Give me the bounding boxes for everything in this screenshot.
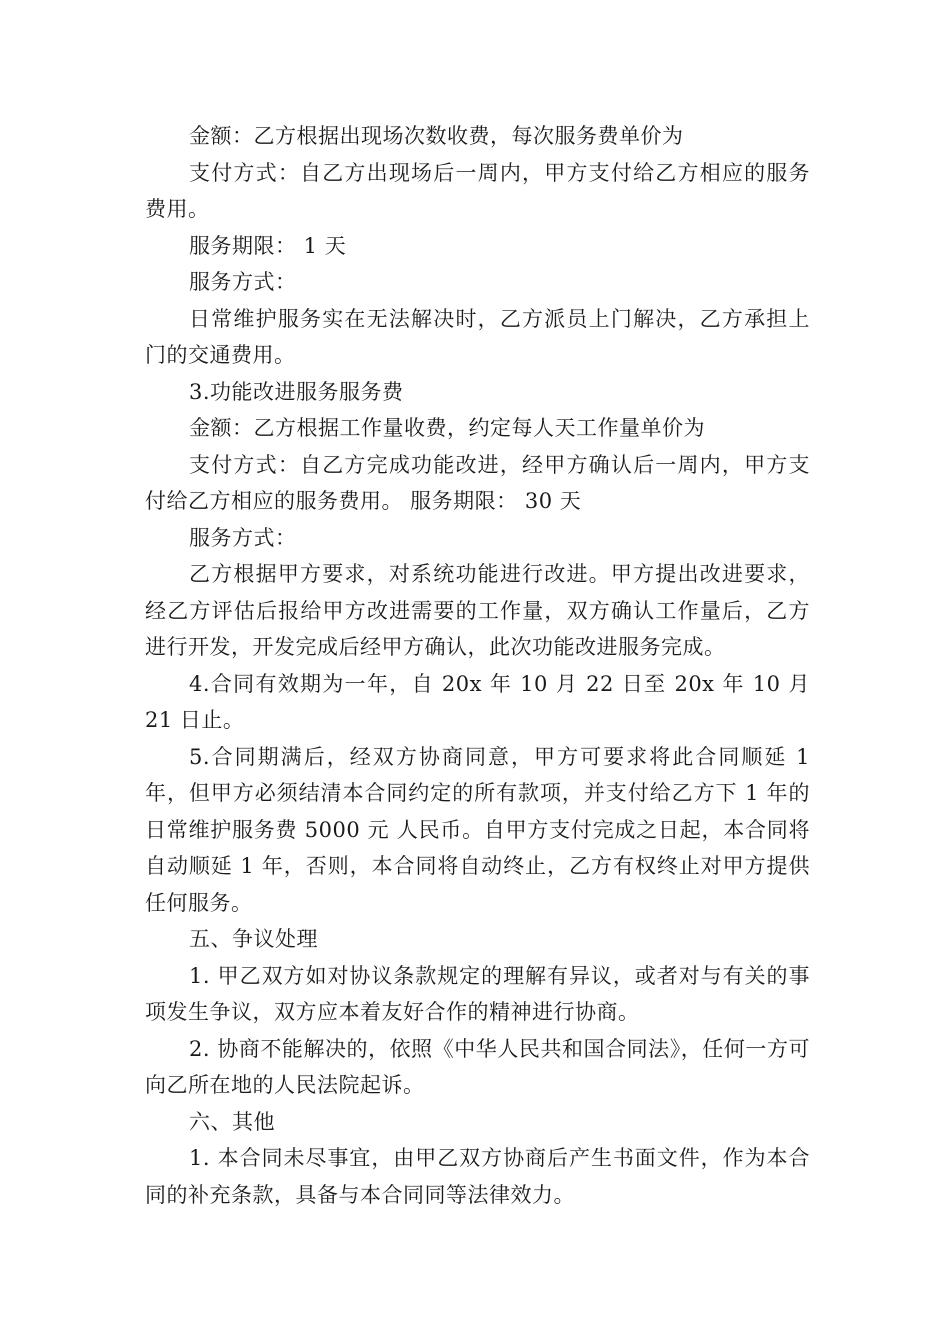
paragraph-term-1: 服务期限： 1 天 (189, 233, 347, 258)
paragraph-section-5: 5.合同期满后，经双方协商同意，甲方可要求将此合同顺延 1 年，但甲方必须结清本合同约定的所有款项，并支付给乙方下 1 年的日常维护服务费 5000 元 人民币。自甲方支付完成之日起，本合同将自动顺延 1 年，否则，本合同将自动终止，乙方有权终止对甲方提供任何服务。 (145, 744, 810, 915)
paragraph-dispute-1: 1. 甲乙双方如对协议条款规定的理解有异议，或者对与有关的事项发生争议，双方应本着友好合作的精神进行协商。 (145, 963, 810, 1024)
paragraph-other-1: 1. 本合同未尽事宜，由甲乙双方协商后产生书面文件，作为本合同的补充条款，具备与本合同同等法律效力。 (145, 1146, 810, 1207)
paragraph-section-3: 3.功能改进服务服务费 (189, 379, 404, 404)
paragraph-dispute-2: 2. 协商不能解决的，依照《中华人民共和国合同法》，任何一方可向乙所在地的人民法院起诉。 (145, 1036, 810, 1097)
paragraph-method-label-2: 服务方式： (189, 525, 297, 550)
paragraph-method-2: 乙方根据甲方要求，对系统功能进行改进。甲方提出改进要求，经乙方评估后报给甲方改进需要的工作量，双方确认工作量后，乙方进行开发，开发完成后经甲方确认，此次功能改进服务完成。 (145, 562, 810, 659)
heading-dispute: 五、争议处理 (189, 927, 318, 951)
paragraph-method-label-1: 服务方式： (189, 270, 297, 294)
paragraph-amount-1: 金额：乙方根据出现场次数收费，每次服务费单价为 (189, 124, 684, 148)
paragraph-section-4: 4.合同有效期为一年，自 20x 年 10 月 22 日至 20x 年 10 月 21 日止。 (145, 671, 810, 732)
heading-other: 六、其他 (189, 1109, 275, 1134)
paragraph-method-1: 日常维护服务实在无法解决时，乙方派员上门解决，乙方承担上门的交通费用。 (145, 306, 810, 367)
paragraph-payment-2: 支付方式：自乙方完成功能改进，经甲方确认后一周内，甲方支付给乙方相应的服务费用。 服务期限： 30 天 (145, 452, 810, 513)
document-body (145, 118, 810, 1213)
paragraph-payment-1: 支付方式：自乙方出现场后一周内，甲方支付给乙方相应的服务费用。 (145, 160, 810, 221)
paragraph-amount-2: 金额：乙方根据工作量收费，约定每人天工作量单价为 (189, 416, 705, 440)
